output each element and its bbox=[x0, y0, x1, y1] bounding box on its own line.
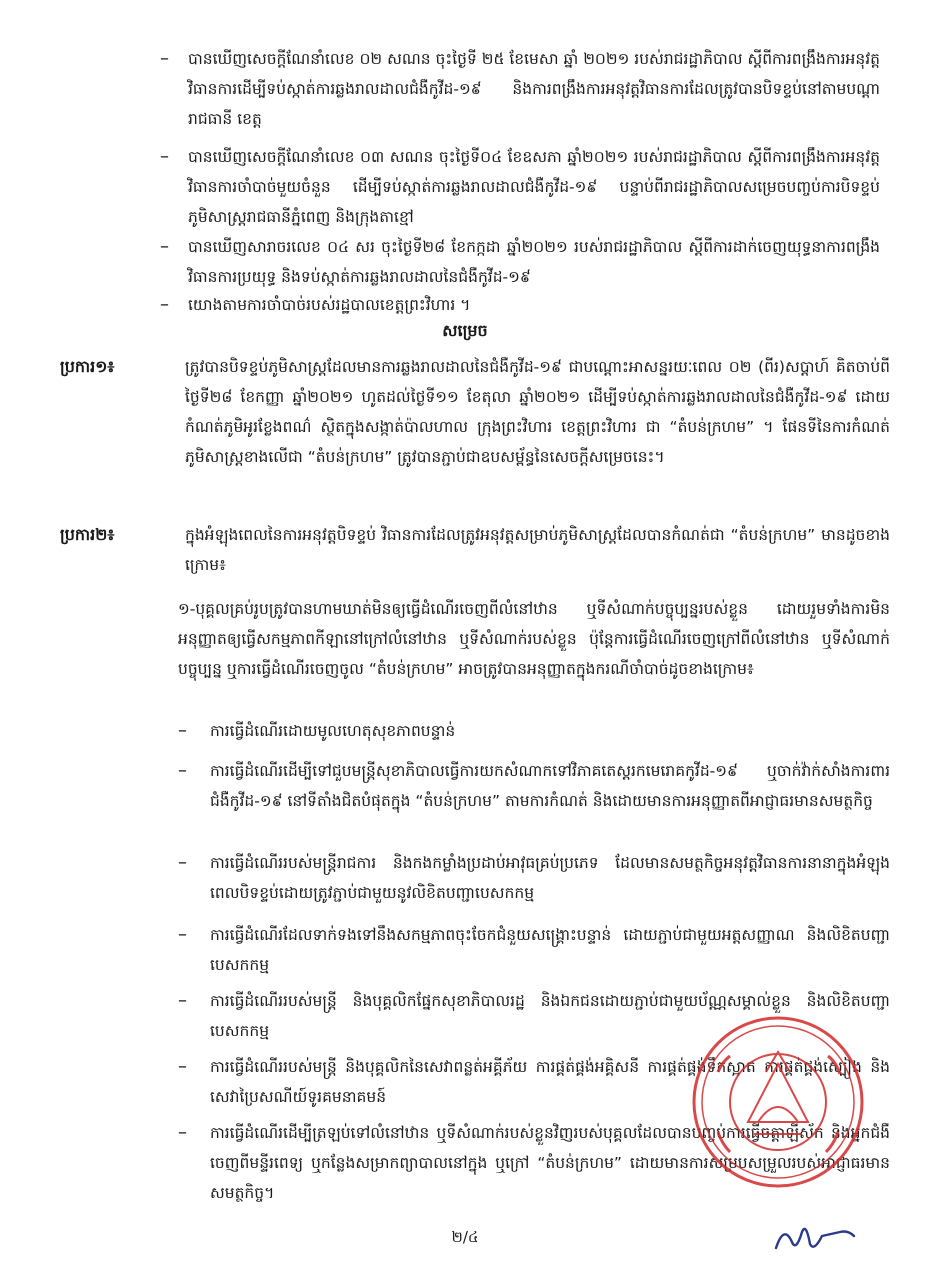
bullet-text: បានឃើញសារាចរលេខ ០៤ សរ ចុះថ្ងៃទី២៨ ខែកក្កដា ឆ្នាំ២០២១ របស់រាជរដ្ឋាភិបាល ស្តីពីការដាក់ចេញយុទ្ធនាការពង្រឹងវិធានការប្រយុទ្ធ និងទប់ស្កាត់ការឆ្លងរាលដាលនៃជំងឺកូវីដ-១៩ bbox=[188, 238, 880, 286]
bullet-text: យោងតាមការចាំបាច់របស់រដ្ឋបាលខេត្តព្រះវិហារ ។ bbox=[188, 296, 471, 314]
list-item bbox=[178, 848, 890, 908]
list-dash: – bbox=[178, 760, 187, 781]
bullet-text: បានឃើញសេចក្តីណែនាំលេខ ០២ សណន ចុះថ្ងៃទី ២៥ ខែមេសា ឆ្នាំ ២០២១ របស់រាជរដ្ឋាភិបាល ស្តីពីការពង្រឹងការអនុវត្តវិធានការដើម្បីទប់ស្កាត់ការឆ្លងរាលដាលជំងឺកូវីដ-១៩ និងការពង្រឹងការអនុវត្តវិធានការដែលត្រូវបានបិទខ្ទប់នៅតាមបណ្តារាជធានី ខេត្ត bbox=[188, 50, 880, 128]
page-number: ២/៤ bbox=[451, 1228, 479, 1246]
bullet-dash: – bbox=[160, 48, 169, 69]
article-1 bbox=[60, 352, 890, 472]
list-dash: – bbox=[178, 990, 187, 1011]
list-item-text: ការធ្វើដំណើររបស់មន្ត្រី និងបុគ្គលិកនៃសេវាពន្លត់អគ្គីភ័យ ការផ្គត់ផ្គង់អគ្គិសនី ការផ្គត់ផ្គង់ទឹកស្អាត ការផ្គត់ផ្គង់ស្បៀង និងសេវាប្រៃសណីយ៍ទូរគមនាគមន៍ bbox=[210, 1058, 890, 1106]
preamble-bullet bbox=[160, 142, 880, 232]
article-2-label: ប្រការ២៖ bbox=[60, 525, 115, 544]
preamble-bullet bbox=[160, 44, 880, 134]
list-dash: – bbox=[178, 924, 187, 945]
list-item-text: ការធ្វើដំណើរដើម្បីត្រឡប់ទៅលំនៅឋាន ឬទីសំណាក់របស់ខ្លួនវិញរបស់បុគ្គលដែលបានបញ្ចប់ការធ្វើចត្តាឡីស័ក និងអ្នកជំងឺចេញពីមន្ទីរពេទ្យ ឬកន្លែងសម្រាកព្យាបាលនៅក្នុង ឬក្រៅ “តំបន់ក្រហម” ដោយមានការសម្របសម្រួលរបស់អាជ្ញាធរមានសមត្ថកិច្ច។ bbox=[210, 1124, 890, 1202]
list-dash: – bbox=[178, 852, 187, 873]
bullet-dash: – bbox=[160, 236, 169, 257]
list-dash: – bbox=[178, 1056, 187, 1077]
bullet-text: បានឃើញសេចក្តីណែនាំលេខ ០៣ សណន ចុះថ្ងៃទី០៤ ខែឧសភា ឆ្នាំ២០២១ របស់រាជរដ្ឋាភិបាល ស្តីពីការពង្រឹងការអនុវត្តវិធានការចាំបាច់មួយចំនួន ដើម្បីទប់ស្កាត់ការឆ្លងរាលដាលជំងឺកូវីដ-១៩ បន្ទាប់ពីរាជរដ្ឋាភិបាលសម្រេចបញ្ចប់ការបិទខ្ទប់ភូមិសាស្ត្ររាជធានីភ្នំពេញ និងក្រុងតាខ្មៅ bbox=[188, 148, 880, 226]
official-seal-icon bbox=[688, 1012, 868, 1192]
article-1-text: ត្រូវបានបិទខ្ទប់ភូមិសាស្ត្រដែលមានការឆ្លងរាលដាលនៃជំងឺកូវីដ-១៩ ជាបណ្តោះអាសន្នរយៈពេល ០២ (ពីរ)សប្តាហ៍ គិតចាប់ពីថ្ងៃទី២៨ ខែកញ្ញា ឆ្នាំ២០២១ ហូតដល់ថ្ងៃទី១១ ខែតុលា ឆ្នាំ២០២១ ដើម្បីទប់ស្កាត់ការឆ្លងរាលដាលនៃជំងឺកូវីដ-១៩ ដោយកំណត់ភូមិអូរខ្លែងពណ៌ ស្ថិតក្នុងសង្កាត់ប៉ាលហាល ក្រុងព្រះវិហារ ខេត្តព្រះវិហារ ជា “តំបន់ក្រហម” ។ ផែនទីនៃការកំណត់ភូមិសាស្ត្រខាងលើជា “តំបន់ក្រហម” ត្រូវបានភ្ជាប់ជាឧបសម្ព័ន្ធនៃសេចក្តីសម្រេចនេះ។ bbox=[185, 358, 890, 466]
bullet-dash: – bbox=[160, 146, 169, 167]
list-item-text: ការធ្វើដំណើររបស់មន្ត្រី និងបុគ្គលិកផ្នែកសុខាភិបាលរដ្ឋ និងឯកជនដោយភ្ជាប់ជាមួយប័ណ្ណសម្គាល់ខ្លួន និងលិខិតបញ្ជាបេសកកម្ម bbox=[210, 992, 890, 1040]
signature-icon bbox=[770, 1218, 860, 1258]
article-2-subclause bbox=[178, 594, 890, 684]
list-item bbox=[178, 716, 890, 746]
subclause-text: ១-បុគ្គលគ្រប់រូបត្រូវបានហាមឃាត់មិនឲ្យធ្វើដំណើរចេញពីលំនៅឋាន ឬទីសំណាក់បច្ចុប្បន្នរបស់ខ្លួន ដោយរួមទាំងការមិនអនុញ្ញាតឲ្យធ្វើសកម្មភាពកីឡានៅក្រៅលំនៅឋាន ឬទីសំណាក់របស់ខ្លួន ប៉ុន្តែការធ្វើដំណើរចេញក្រៅពីលំនៅឋាន ឬទីសំណាក់បច្ចុប្បន្ន ឬការធ្វើដំណើរចេញចូល “តំបន់ក្រហម” អាចត្រូវបានអនុញ្ញាតក្នុងករណីចាំបាច់ដូចខាងក្រោម៖ bbox=[178, 600, 890, 678]
preamble-bullet bbox=[160, 232, 880, 292]
list-item bbox=[178, 756, 890, 816]
list-dash: – bbox=[178, 720, 187, 741]
article-1-label: ប្រការ១៖ bbox=[60, 357, 115, 376]
bullet-dash: – bbox=[160, 294, 169, 315]
article-2-text: ក្នុងអំឡុងពេលនៃការអនុវត្តបិទខ្ទប់ វិធានការដែលត្រូវអនុវត្តសម្រាប់ភូមិសាស្ត្រដែលបានកំណត់ជា “តំបន់ក្រហម” មានដូចខាងក្រោម៖ bbox=[185, 526, 890, 574]
list-item-text: ការធ្វើដំណើររបស់មន្ត្រីរាជការ និងកងកម្លាំងប្រដាប់អាវុធគ្រប់ប្រភេទ ដែលមានសមត្ថកិច្ចអនុវត្តវិធានការនានាក្នុងអំឡុងពេលបិទខ្ទប់ដោយត្រូវភ្ជាប់ជាមួយនូវលិខិតបញ្ជាបេសកកម្ម bbox=[210, 854, 890, 902]
list-item-text: ការធ្វើដំណើរដែលទាក់ទងទៅនឹងសកម្មភាពចុះចែកជំនួយសង្គ្រោះបន្ទាន់ ដោយភ្ជាប់ជាមួយអត្តសញ្ញាណ និងលិខិតបញ្ជាបេសកកម្ម bbox=[210, 926, 890, 974]
decision-heading: សម្រេច bbox=[442, 321, 488, 340]
list-dash: – bbox=[178, 1122, 187, 1143]
article-2 bbox=[60, 520, 890, 580]
list-item-text: ការធ្វើដំណើរដើម្បីទៅជួបមន្ត្រីសុខាភិបាលធ្វើការយកសំណាកទៅវិភាគតេស្តរកមេរោគកូវីដ-១៩ ឬចាក់វ៉ាក់សាំងការពារជំងឺកូវីដ-១៩ នៅទីតាំងជិតបំផុតក្នុង “តំបន់ក្រហម” តាមការកំណត់ និងដោយមានការអនុញ្ញាតពីអាជ្ញាធរមានសមត្ថកិច្ច bbox=[210, 762, 890, 810]
list-item-text: ការធ្វើដំណើរដោយមូលហេតុសុខភាពបន្ទាន់ bbox=[210, 722, 456, 740]
preamble-bullet bbox=[160, 290, 880, 320]
list-item bbox=[178, 920, 890, 980]
